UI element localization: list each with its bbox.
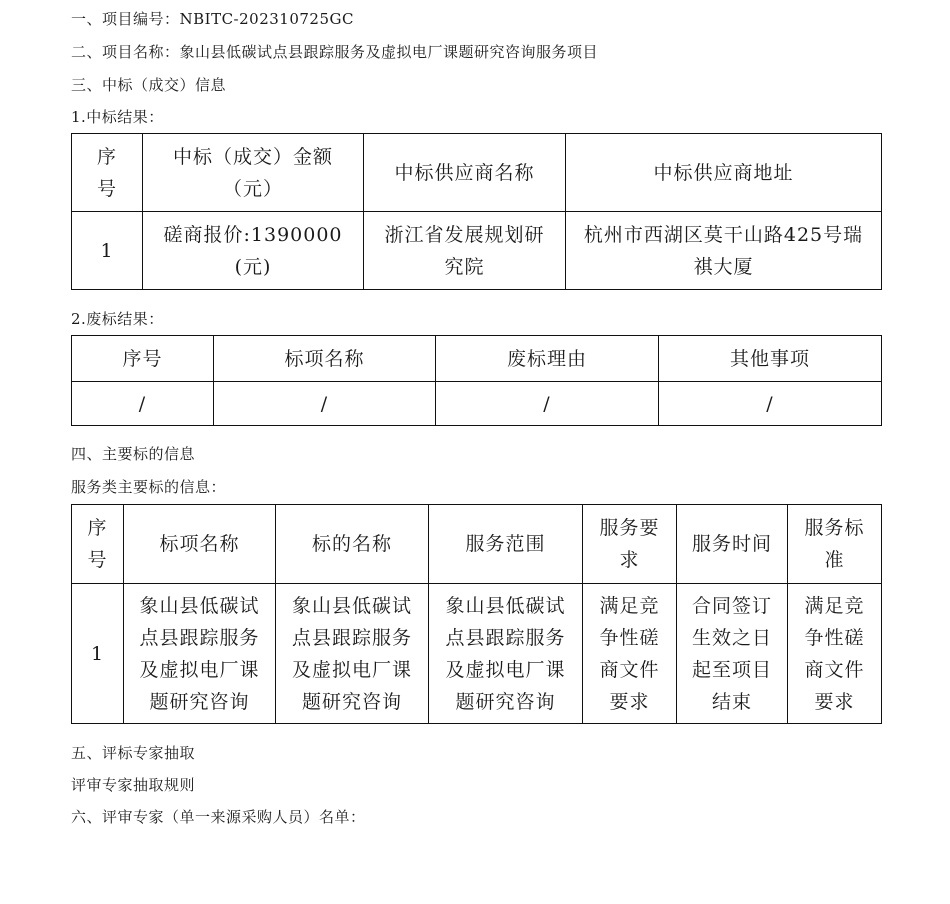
table-row bbox=[72, 584, 882, 724]
header-reason: 废标理由 bbox=[436, 336, 659, 382]
service-subject-label: 服务类主要标的信息： bbox=[71, 478, 227, 496]
project-number: 一、项目编号：NBITC-202310725GC bbox=[71, 10, 354, 28]
header-scope: 服务范围 bbox=[429, 505, 583, 584]
expert-selection-rules: 评审专家抽取规则 bbox=[71, 776, 196, 794]
cell-scope: 象山县低碳试 点县跟踪服务 及虚拟电厂课 题研究咨询 bbox=[429, 584, 583, 724]
header-amount: 中标（成交）金额 （元） bbox=[143, 134, 364, 212]
header-other: 其他事项 bbox=[659, 336, 882, 382]
header-seq: 序 号 bbox=[72, 505, 124, 584]
award-result-label: 1.中标结果： bbox=[71, 108, 164, 126]
cell-seq: 1 bbox=[72, 584, 124, 724]
header-requirement: 服务要 求 bbox=[583, 505, 677, 584]
cell-other: / bbox=[659, 382, 882, 426]
project-name: 二、项目名称：象山县低碳试点县跟踪服务及虚拟电厂课题研究咨询服务项目 bbox=[71, 43, 599, 61]
invalid-bid-table bbox=[71, 335, 882, 426]
cell-supplier-name: 浙江省发展规划研 究院 bbox=[364, 212, 566, 290]
header-item-name: 标项名称 bbox=[214, 336, 436, 382]
header-supplier-address: 中标供应商地址 bbox=[566, 134, 882, 212]
cell-seq: / bbox=[72, 382, 214, 426]
cell-item-name: / bbox=[214, 382, 436, 426]
header-item-name: 标项名称 bbox=[124, 505, 276, 584]
section-expert-selection: 五、评标专家抽取 bbox=[71, 744, 196, 762]
header-seq: 序号 bbox=[72, 336, 214, 382]
section-expert-list: 六、评审专家（单一来源采购人员）名单： bbox=[71, 808, 366, 826]
award-result-table bbox=[71, 133, 882, 290]
header-time: 服务时间 bbox=[677, 505, 788, 584]
table-header-row bbox=[72, 336, 882, 382]
table-row bbox=[72, 212, 882, 290]
cell-requirement: 满足竞 争性磋 商文件 要求 bbox=[583, 584, 677, 724]
header-seq: 序 号 bbox=[72, 134, 143, 212]
section-main-subject: 四、主要标的信息 bbox=[71, 445, 196, 463]
service-subject-table bbox=[71, 504, 882, 724]
cell-seq: 1 bbox=[72, 212, 143, 290]
cell-reason: / bbox=[436, 382, 659, 426]
section-award-info: 三、中标（成交）信息 bbox=[71, 76, 227, 94]
cell-subject-name: 象山县低碳试 点县跟踪服务 及虚拟电厂课 题研究咨询 bbox=[276, 584, 429, 724]
cell-supplier-address: 杭州市西湖区莫干山路425号瑞 祺大厦 bbox=[566, 212, 882, 290]
header-subject-name: 标的名称 bbox=[276, 505, 429, 584]
header-supplier-name: 中标供应商名称 bbox=[364, 134, 566, 212]
table-row bbox=[72, 382, 882, 426]
cell-amount: 磋商报价:1390000 (元) bbox=[143, 212, 364, 290]
header-standard: 服务标 准 bbox=[788, 505, 882, 584]
cell-item-name: 象山县低碳试 点县跟踪服务 及虚拟电厂课 题研究咨询 bbox=[124, 584, 276, 724]
cell-standard: 满足竞 争性磋 商文件 要求 bbox=[788, 584, 882, 724]
table-header-row bbox=[72, 505, 882, 584]
table-header-row bbox=[72, 134, 882, 212]
cell-time: 合同签订 生效之日 起至项目 结束 bbox=[677, 584, 788, 724]
invalid-result-label: 2.废标结果： bbox=[71, 310, 164, 328]
